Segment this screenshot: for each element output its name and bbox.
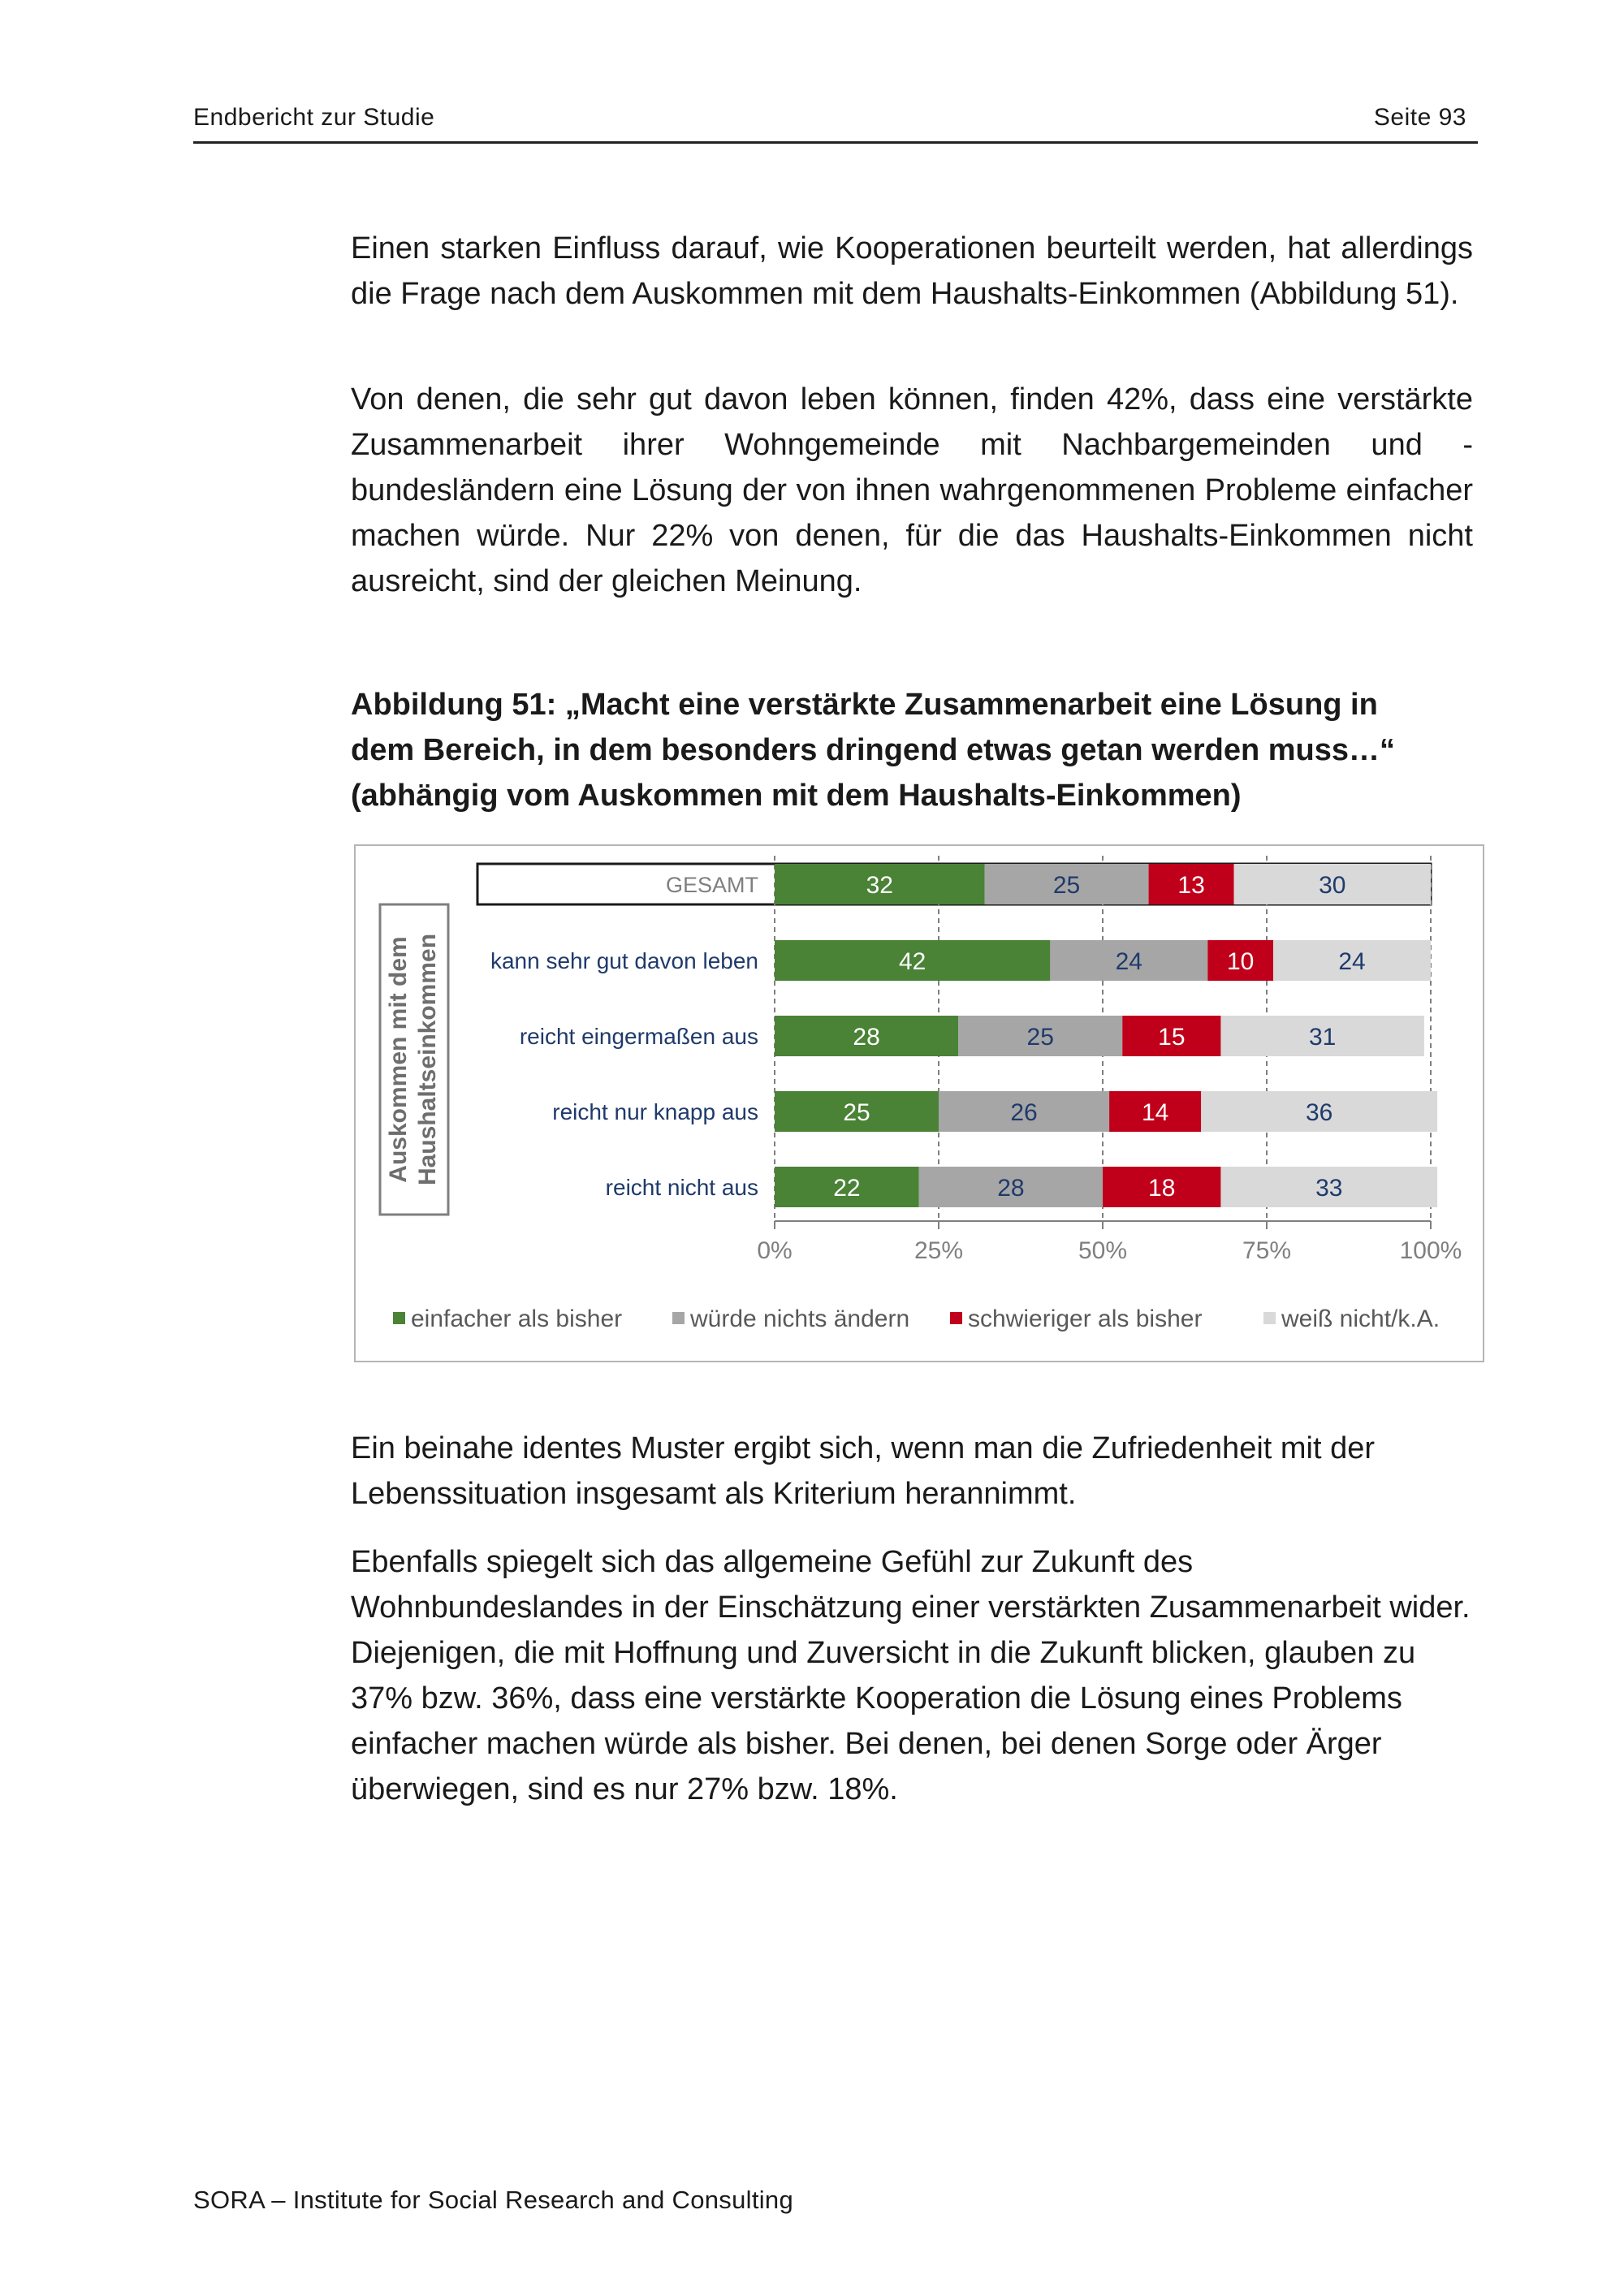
data-label: 26 <box>1010 1099 1038 1126</box>
data-label: 22 <box>833 1175 861 1202</box>
axis-title-line-2: Haushaltseinkommen <box>414 933 441 1186</box>
chart-frame <box>354 844 1484 1362</box>
paragraph-3: Ein beinahe identes Muster ergibt sich, wenn man die Zufriedenheit mit der Lebenssituation insgesamt als Kriterium herannimmt. <box>351 1431 1376 1511</box>
x-tick-label: 50% <box>1078 1237 1128 1264</box>
x-tick-label: 0% <box>757 1237 793 1264</box>
category-label: reicht nur knapp aus <box>552 1099 758 1124</box>
data-label: 25 <box>843 1099 870 1126</box>
data-label: 30 <box>1319 872 1346 899</box>
paragraph-4: Ebenfalls spiegelt sich das allgemeine Gefühl zur Zukunft des Wohnbundeslandes in der Einschätzung einer verstärkten Zusammenarbeit wider. Diejenigen, die mit Hoffnung und Zuversicht in die Zukunft blicken, glauben zu 37% bzw. 36%, dass eine verstärkte Kooperation die Lösung eines Problems einfacher machen würde als bisher. Bei denen, bei denen Sorge oder Ärger überwiegen, sind es nur 27% bzw. 18%. <box>351 1545 1471 1806</box>
data-label: 15 <box>1158 1024 1186 1051</box>
data-label: 18 <box>1148 1175 1176 1202</box>
page-header <box>193 104 1478 144</box>
caption-line-2: dem Bereich, in dem besonders dringend etwas getan werden muss…“ <box>351 733 1395 767</box>
category-label: kann sehr gut davon leben <box>490 948 758 973</box>
category-label: reicht nicht aus <box>605 1175 758 1200</box>
paragraph-2: Von denen, die sehr gut davon leben können, finden 42%, dass eine verstärkte Zusammenarbeit ihrer Wohngemeinde mit Nachbargemeinden und -bundesländern eine Lösung der von ihnen wahrgenommenen Probleme einfacher machen würde. Nur 22% von denen, für die das Haushalts-Einkommen nicht ausreicht, sind der gleichen Meinung. <box>351 382 1473 598</box>
legend-label: weiß nicht/k.A. <box>1281 1306 1440 1332</box>
legend-swatch <box>672 1312 685 1324</box>
x-tick-label: 75% <box>1242 1237 1292 1264</box>
data-label: 42 <box>898 948 926 975</box>
data-label: 24 <box>1115 948 1143 975</box>
axis-title-line-1: Auskommen mit dem <box>385 936 412 1183</box>
category-label: reicht eingermaßen aus <box>519 1024 758 1049</box>
x-tick-label: 25% <box>914 1237 964 1264</box>
paragraph-1: Einen starken Einfluss darauf, wie Kooperationen beurteilt werden, hat allerdings die Frage nach dem Auskommen mit dem Haushalts-Einkommen (Abbildung 51). <box>351 231 1473 311</box>
stacked-bar-chart <box>356 846 1483 1361</box>
data-label: 13 <box>1177 872 1205 899</box>
legend-label: würde nichts ändern <box>690 1306 910 1332</box>
x-tick-label: 100% <box>1399 1237 1462 1264</box>
legend-swatch <box>950 1312 962 1324</box>
data-label: 36 <box>1305 1099 1333 1126</box>
data-label: 33 <box>1315 1175 1343 1202</box>
legend-label: einfacher als bisher <box>411 1306 623 1332</box>
data-label: 24 <box>1338 948 1366 975</box>
data-label: 28 <box>853 1024 880 1051</box>
caption-line-3: (abhängig vom Auskommen mit dem Haushalts-Einkommen) <box>351 779 1242 813</box>
data-label: 14 <box>1141 1099 1169 1126</box>
data-label: 25 <box>1026 1024 1054 1051</box>
legend-swatch <box>1263 1312 1276 1324</box>
page-footer: SORA – Institute for Social Research and Consulting <box>193 2186 794 2214</box>
data-label: 10 <box>1226 948 1255 975</box>
legend-swatch <box>393 1312 405 1324</box>
header-title: Endbericht zur Studie <box>193 104 435 131</box>
caption-line-1: Abbildung 51: „Macht eine verstärkte Zusammenarbeit eine Lösung in <box>351 688 1378 722</box>
data-label: 32 <box>866 872 893 899</box>
page-number: Seite 93 <box>1373 104 1466 131</box>
data-label: 28 <box>997 1175 1025 1202</box>
figure-caption <box>351 682 1488 818</box>
data-label: 25 <box>1052 872 1081 899</box>
category-label: GESAMT <box>665 873 758 897</box>
legend-label: schwieriger als bisher <box>968 1306 1203 1332</box>
data-label: 31 <box>1308 1024 1337 1051</box>
